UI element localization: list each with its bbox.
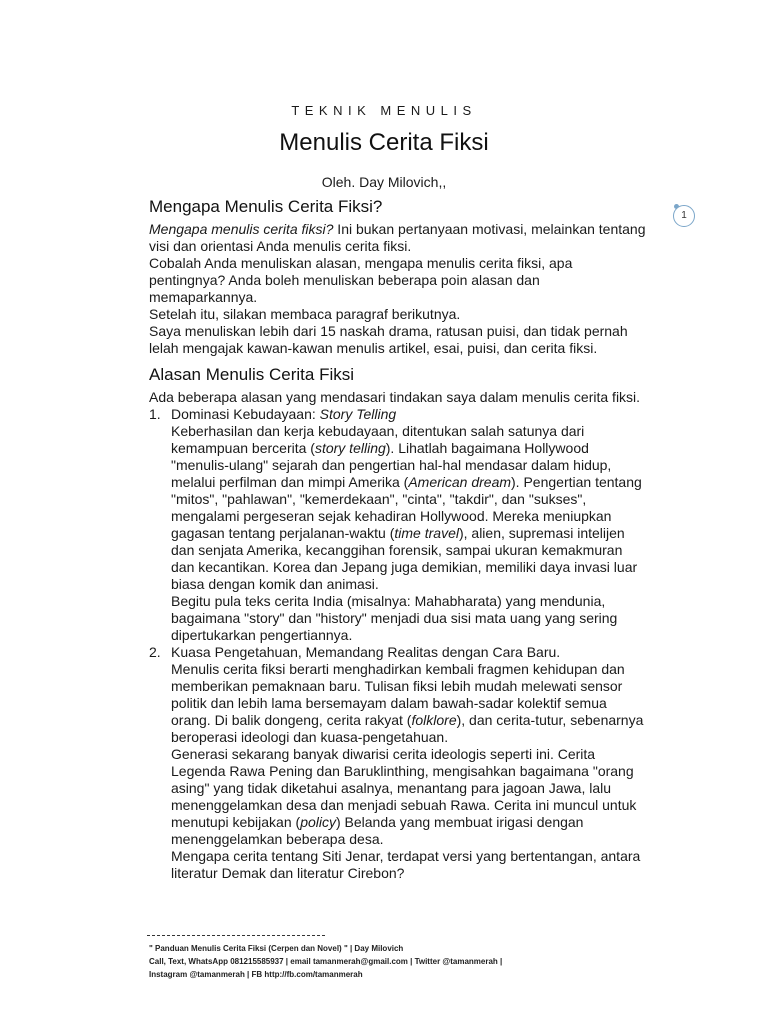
document-body (149, 197, 649, 882)
paragraph (171, 661, 649, 746)
paragraph: Setelah itu, silakan membaca paragraf berikutnya. (149, 306, 461, 322)
paragraph: Mengapa cerita tentang Siti Jenar, terdapat versi yang bertentangan, antara literatur Demak dan literatur Cirebon? (171, 848, 641, 881)
paragraph (171, 746, 649, 848)
text-run: ), dan cerita-tutur, sebenarnya beroperasi ideologi dan kuasa-pengetahuan. (171, 712, 644, 745)
footnote-separator (147, 935, 325, 936)
text-run: Ini bukan pertanyaan motivasi, melainkan tentang visi dan orientasi Anda menulis cerita fiksi. (149, 221, 646, 254)
list-item (149, 644, 649, 882)
text-run: ). Pengertian tentang "mitos", "pahlawan", "kemerdekaan", "cinta", "takdir", dan "sukses", mengalami pergeseran sejak kehadiran Hollywood. Mereka meniupkan gagasan tentang perjalanan-waktu ( (171, 474, 642, 541)
text-run: ). Lihatlah bagaimana Hollywood "menulis-ulang" sejarah dan pengertian hal-hal mendasar dalam hidup, melalui perfilman dan mimpi Amerika ( (171, 440, 612, 490)
italic-phrase: Mengapa menulis cerita fiksi? (149, 221, 334, 237)
paragraph: Begitu pula teks cerita India (misalnya: Mahabharata) yang mendunia, bagaimana "story" dan "history" menjadi dua sisi mata uang yang sering dipertukarkan pengertiannya. (171, 593, 618, 643)
list-number: 1. (149, 406, 161, 422)
paragraph (149, 221, 649, 255)
paragraph: Saya menuliskan lebih dari 15 naskah drama, ratusan puisi, dan tidak pernah lelah mengajak kawan-kawan menulis artikel, esai, puisi, dan cerita fiksi. (149, 323, 628, 356)
italic-phrase: story telling (314, 440, 386, 456)
italic-phrase: folklore (411, 712, 457, 728)
paragraph (171, 423, 649, 593)
text-run: ) Belanda yang membuat irigasi dengan menenggelamkan beberapa desa. (171, 814, 584, 847)
italic-phrase: American dream (408, 474, 512, 490)
paragraph: Cobalah Anda menuliskan alasan, mengapa menulis cerita fiksi, apa pentingnya? Anda boleh menuliskan beberapa poin alasan dan memaparkannya. (149, 255, 573, 305)
list-item-title (171, 406, 649, 423)
document-author: Oleh. Day Milovich,, (321, 174, 447, 190)
list-number: 2. (149, 644, 161, 660)
reasons-list (149, 406, 649, 882)
text-run: Menulis cerita fiksi berarti menghadirkan kembali fragmen kehidupan dan memberikan pemaknaan baru. Tulisan fiksi lebih mudah melewati sensor politik dan lebih lama bersemayam dalam bawah-sadar kolektif semua orang. Di balik dongeng, cerita rakyat ( (171, 661, 625, 728)
italic-phrase: Story Telling (319, 406, 397, 422)
italic-phrase: policy (300, 814, 336, 830)
list-item-title: Kuasa Pengetahuan, Memandang Realitas dengan Cara Baru. (171, 644, 561, 660)
text-run: ), alien, supremasi intelijen dan senjata Amerika, kecanggihan forensik, sampai ukuran kemakmuran dan kecantikan. Korea dan Jepang juga demikian, memiliki daya invasi luar biasa dengan komik dan animasi. (171, 525, 638, 592)
text-run: Keberhasilan dan kerja kebudayaan, ditentukan salah satunya dari kemampuan bercerita ( (171, 423, 585, 456)
document-kicker: TEKNIK MENULIS (291, 103, 477, 118)
list-item (149, 406, 649, 644)
document-title: Menulis Cerita Fiksi (279, 129, 489, 156)
footnote-line: Instagram @tamanmerah | FB http://fb.com/tamanmerah (149, 970, 363, 979)
comment-marker[interactable]: 1 (673, 205, 695, 227)
text-run: Generasi sekarang banyak diwarisi cerita ideologis seperti ini. Cerita Legenda Rawa Pening dan Baruklinthing, mengisahkan bagaimana "orang asing" yang tidak diketahui asalnya, menantang para jagoan Jawa, lalu menenggelamkan desa dan menjadi sebuah Rawa. Cerita ini muncul untuk menutupi kebijakan ( (171, 746, 637, 830)
footnote-line: " Panduan Menulis Cerita Fiksi (Cerpen dan Novel) " | Day Milovich (149, 944, 404, 953)
section-heading-reasons: Alasan Menulis Cerita Fiksi (149, 365, 355, 384)
section-heading-why: Mengapa Menulis Cerita Fiksi? (149, 197, 383, 216)
italic-phrase: time travel (394, 525, 459, 541)
footnote (149, 942, 589, 981)
paragraph: Ada beberapa alasan yang mendasari tindakan saya dalam menulis cerita fiksi. (149, 389, 641, 405)
footnote-line: Call, Text, WhatsApp 081215585937 | email tamanmerah@gmail.com | Twitter @tamanmerah | (149, 957, 503, 966)
text-run: Dominasi Kebudayaan: (171, 406, 320, 422)
